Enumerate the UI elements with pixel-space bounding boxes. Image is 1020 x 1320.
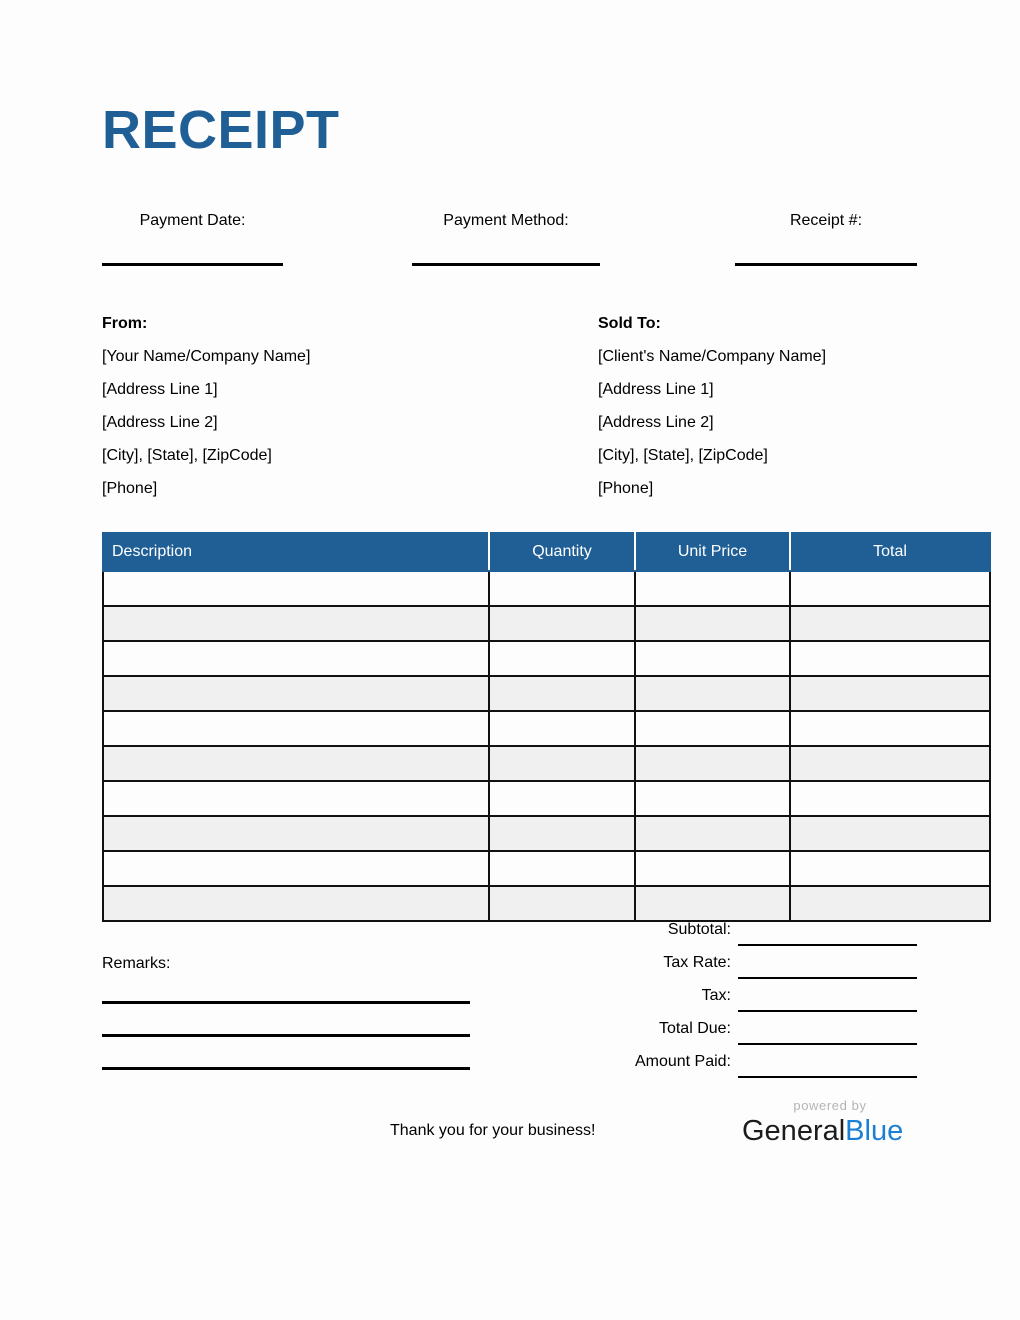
table-row[interactable] xyxy=(103,606,990,641)
receipt-number-field[interactable] xyxy=(735,211,917,231)
cell-total[interactable] xyxy=(790,676,990,711)
cell-quantity[interactable] xyxy=(489,641,635,676)
column-header-quantity: Quantity xyxy=(489,533,635,571)
remarks-input-rule[interactable] xyxy=(102,1034,470,1037)
cell-total[interactable] xyxy=(790,781,990,816)
subtotal-input-rule[interactable] xyxy=(738,944,917,946)
totals-row-tax xyxy=(600,983,917,1016)
payment-method-label: Payment Method: xyxy=(443,212,569,229)
table-header xyxy=(103,533,990,571)
cell-unit-price[interactable] xyxy=(635,816,790,851)
remarks-label: Remarks: xyxy=(102,955,171,972)
column-header-description: Description xyxy=(103,533,489,571)
cell-quantity[interactable] xyxy=(489,886,635,921)
cell-description[interactable] xyxy=(103,676,489,711)
from-line: [Your Name/Company Name] xyxy=(102,348,311,365)
totals-row-tax-rate xyxy=(600,950,917,983)
from-block xyxy=(102,307,492,505)
sold-to-line: [Phone] xyxy=(598,480,654,497)
cell-total[interactable] xyxy=(790,571,990,606)
total-due-input-rule[interactable] xyxy=(738,1043,917,1045)
cell-unit-price[interactable] xyxy=(635,851,790,886)
cell-description[interactable] xyxy=(103,746,489,781)
remarks-section xyxy=(102,953,472,975)
cell-unit-price[interactable] xyxy=(635,711,790,746)
cell-quantity[interactable] xyxy=(489,816,635,851)
cell-total[interactable] xyxy=(790,816,990,851)
cell-description[interactable] xyxy=(103,711,489,746)
cell-total[interactable] xyxy=(790,851,990,886)
cell-total[interactable] xyxy=(790,641,990,676)
cell-total[interactable] xyxy=(790,746,990,781)
table-row[interactable] xyxy=(103,851,990,886)
cell-quantity[interactable] xyxy=(489,781,635,816)
cell-quantity[interactable] xyxy=(489,711,635,746)
cell-total[interactable] xyxy=(790,606,990,641)
from-line: [City], [State], [ZipCode] xyxy=(102,447,272,464)
sold-to-line: [Address Line 1] xyxy=(598,381,714,398)
table-body xyxy=(103,571,990,921)
cell-description[interactable] xyxy=(103,816,489,851)
remarks-lines xyxy=(102,1001,470,1070)
cell-description[interactable] xyxy=(103,851,489,886)
cell-quantity[interactable] xyxy=(489,851,635,886)
cell-unit-price[interactable] xyxy=(635,641,790,676)
cell-unit-price[interactable] xyxy=(635,571,790,606)
totals-row-amount-paid xyxy=(600,1049,917,1082)
cell-total[interactable] xyxy=(790,711,990,746)
tax-input-rule[interactable] xyxy=(738,1010,917,1012)
sold-to-heading: Sold To: xyxy=(598,315,661,332)
column-header-total: Total xyxy=(790,533,990,571)
cell-unit-price[interactable] xyxy=(635,886,790,921)
table-row[interactable] xyxy=(103,571,990,606)
cell-quantity[interactable] xyxy=(489,571,635,606)
sold-to-block xyxy=(598,307,988,505)
cell-unit-price[interactable] xyxy=(635,781,790,816)
table-row[interactable] xyxy=(103,746,990,781)
payment-date-label: Payment Date: xyxy=(139,212,246,229)
tax-rate-input-rule[interactable] xyxy=(738,977,917,979)
tax-rate-label: Tax Rate: xyxy=(663,954,731,971)
payment-date-field[interactable] xyxy=(102,211,283,231)
table-row[interactable] xyxy=(103,816,990,851)
column-header-unit-price: Unit Price xyxy=(635,533,790,571)
powered-by-label: powered by xyxy=(793,1098,867,1113)
cell-unit-price[interactable] xyxy=(635,676,790,711)
cell-unit-price[interactable] xyxy=(635,606,790,641)
cell-description[interactable] xyxy=(103,781,489,816)
cell-description[interactable] xyxy=(103,606,489,641)
cell-quantity[interactable] xyxy=(489,746,635,781)
cell-description[interactable] xyxy=(103,571,489,606)
from-line: [Address Line 2] xyxy=(102,414,218,431)
cell-quantity[interactable] xyxy=(489,676,635,711)
from-heading: From: xyxy=(102,315,148,332)
table-header-row xyxy=(103,533,990,571)
cell-unit-price[interactable] xyxy=(635,746,790,781)
from-line: [Phone] xyxy=(102,480,158,497)
totals-row-total-due xyxy=(600,1016,917,1049)
table-row[interactable] xyxy=(103,641,990,676)
cell-description[interactable] xyxy=(103,886,489,921)
sold-to-line: [Client's Name/Company Name] xyxy=(598,348,827,365)
remarks-input-rule[interactable] xyxy=(102,1001,470,1004)
table-row[interactable] xyxy=(103,711,990,746)
brand-word-blue: Blue xyxy=(845,1115,904,1147)
page-title: RECEIPT xyxy=(102,100,340,160)
amount-paid-label: Amount Paid: xyxy=(634,1053,731,1070)
brand-wordmark xyxy=(742,1114,918,1148)
remarks-input-rule[interactable] xyxy=(102,1067,470,1070)
receipt-number-input-rule[interactable] xyxy=(735,263,917,266)
table-row[interactable] xyxy=(103,886,990,921)
subtotal-label: Subtotal: xyxy=(667,921,731,938)
line-items-table xyxy=(102,532,991,922)
amount-paid-input-rule[interactable] xyxy=(738,1076,917,1078)
from-line: [Address Line 1] xyxy=(102,381,218,398)
cell-total[interactable] xyxy=(790,886,990,921)
payment-date-input-rule[interactable] xyxy=(102,263,283,266)
table-row[interactable] xyxy=(103,676,990,711)
brand-word-general: General xyxy=(742,1115,846,1147)
generalblue-logo xyxy=(742,1098,918,1148)
cell-quantity[interactable] xyxy=(489,606,635,641)
payment-method-field[interactable] xyxy=(412,211,600,231)
sold-to-line: [Address Line 2] xyxy=(598,414,714,431)
table-row[interactable] xyxy=(103,781,990,816)
tax-label: Tax: xyxy=(701,987,731,1004)
totals-section xyxy=(600,917,917,1082)
total-due-label: Total Due: xyxy=(658,1020,731,1037)
receipt-number-label: Receipt #: xyxy=(789,212,863,229)
receipt-meta-row xyxy=(102,211,917,273)
thank-you-message: Thank you for your business! xyxy=(390,1122,596,1139)
totals-row-subtotal xyxy=(600,917,917,950)
sold-to-line: [City], [State], [ZipCode] xyxy=(598,447,768,464)
cell-description[interactable] xyxy=(103,641,489,676)
payment-method-input-rule[interactable] xyxy=(412,263,600,266)
